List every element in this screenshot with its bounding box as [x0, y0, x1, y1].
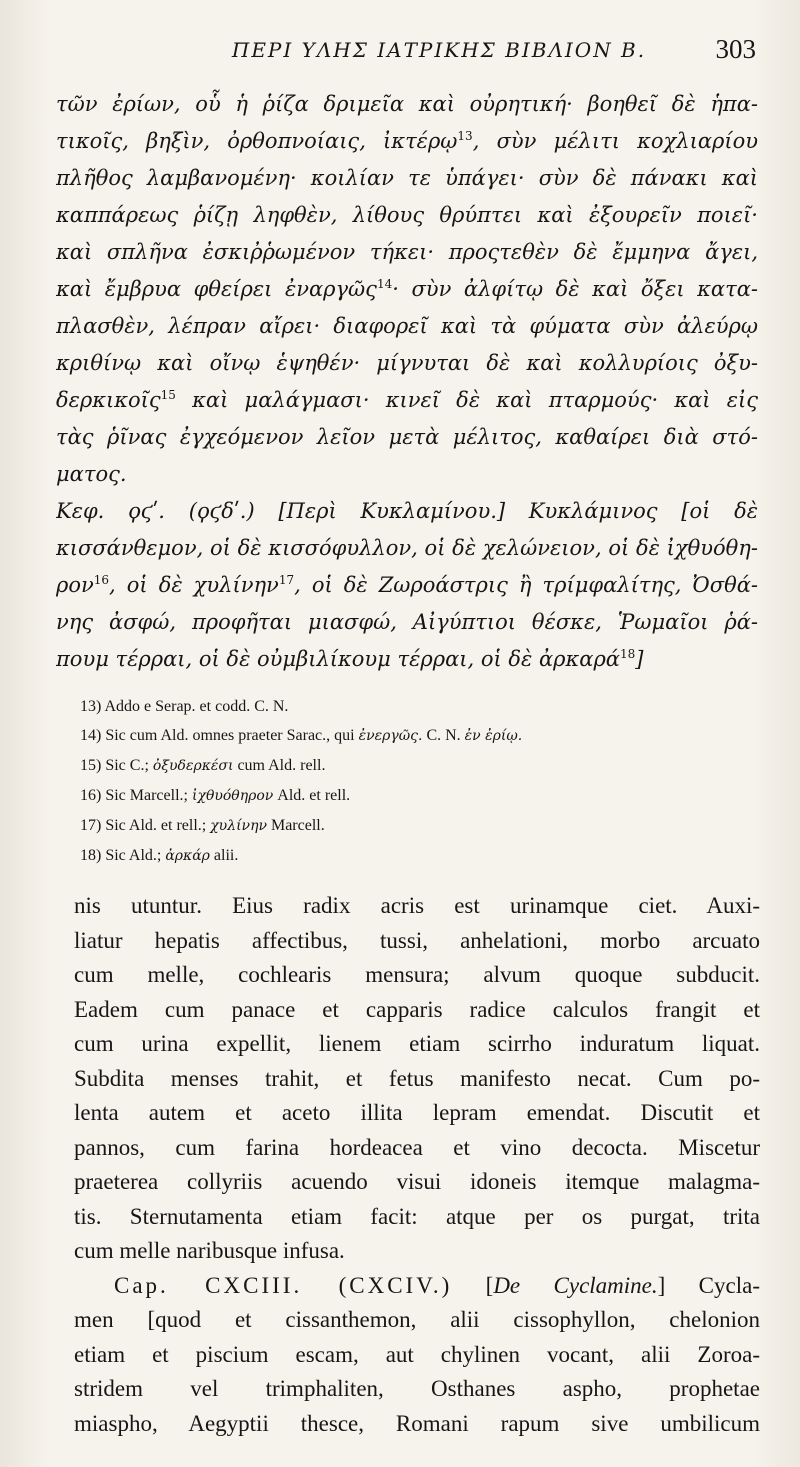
bracket: [: [452, 1272, 494, 1298]
latin-line: cum melle naribusque infusa.: [74, 1238, 345, 1263]
footnote-text: C. N.: [422, 727, 465, 744]
footnote: [80, 692, 762, 721]
greek-text: καππάρεως ῥίζῃ ληφθὲν, λίθους θρύπτει καὶ ἐξουρεῖν ποιεῖ·: [56, 203, 758, 227]
latin-line: tis. Sternutamenta etiam facit: atque per os purgat, trita: [74, 1203, 760, 1229]
footnote-text: 18): [80, 847, 106, 864]
footnote-text: 13): [80, 698, 105, 715]
footnote: [80, 811, 762, 841]
footnote-text: 15): [80, 757, 106, 774]
greek-text: τὰς ῥῖνας ἐγχεόμενον λεῖον μετὰ μέλιτος, καθαίρει διὰ στό-: [56, 425, 758, 449]
greek-text: πλῆθος λαμβανομένη· κοιλίαν τε ὑπάγει· σὺν δὲ πάνακι καὶ: [56, 166, 758, 190]
greek-line: [56, 123, 758, 160]
chapter-number: Cap. CXCIII. (CXCIV.): [114, 1272, 453, 1298]
bracket: ]: [657, 1272, 699, 1298]
greek-text: ματος.: [56, 462, 127, 486]
latin-line: pannos, cum farina hordeacea et vino decocta. Miscetur: [74, 1134, 760, 1160]
latin-line: praeterea collyriis acuendo visui idoneis itemque malagma-: [74, 1169, 760, 1194]
footnote-text: Addo e Serap. et codd. C. N.: [104, 698, 289, 715]
greek-text: τῶν ἐρίων, οὗ ἡ ῥίζα δριμεῖα καὶ οὐρητική· βοηθεῖ δὲ ἡπα-: [56, 92, 758, 116]
greek-text: , οἱ δὲ Ζωροάστρις ἢ τρίμφαλίτης, Ὀσθά-: [294, 573, 758, 597]
greek-text: πουμ τέρραι, οἱ δὲ οὐμβιλίκουμ τέρραι, οἱ δὲ ἀρκαρά: [56, 647, 620, 671]
chapter-title: De Cyclamine.: [493, 1272, 658, 1298]
latin-line: Eadem cum panace et capparis radice calculos frangit et: [74, 996, 760, 1022]
footnote-ref: 17: [278, 573, 295, 587]
footnote-text: alii.: [209, 847, 239, 864]
greek-line: [56, 493, 758, 530]
latin-text: Cycla-: [698, 1272, 760, 1298]
latin-line: stridem vel trimphaliten, Osthanes aspho, prophetae: [74, 1376, 760, 1401]
footnote-text: Sic Ald.;: [105, 847, 166, 864]
footnote-ref: 16: [93, 573, 110, 587]
footnotes: [80, 692, 762, 871]
running-head: [56, 28, 762, 72]
greek-text: πλασθὲν, λέπραν αἴρει· διαφορεῖ καὶ τὰ φύματα σὺν ἀλεύρῳ: [56, 314, 758, 338]
footnote-greek: ἰχθυόθηρον: [191, 788, 274, 804]
greek-line: [56, 641, 758, 678]
footnote-text: cum Ald. rell.: [233, 757, 326, 774]
latin-line: liatur hepatis affectibus, tussi, anhelationi, morbo arcuato: [74, 927, 760, 953]
latin-line: men [quod et cissanthemon, alii cissophyllon, chelonion: [74, 1307, 760, 1332]
footnote-greek: χυλίνην: [210, 818, 267, 834]
greek-line: [56, 604, 758, 641]
greek-text: δερκικοῖς: [56, 388, 161, 412]
chapter-heading-line: [74, 1269, 760, 1304]
greek-line: [56, 345, 758, 382]
greek-text: νης ἀσφώ, προφῆται μιασφώ, Αἰγύπτιοι θέσκε, Ῥωμαῖοι ῥά-: [56, 610, 758, 634]
latin-line: miaspho, Aegyptii thesce, Romani rapum sive umbilicum: [74, 1410, 760, 1436]
greek-text: · σὺν ἀλφίτῳ δὲ καὶ ὄξει κατα-: [392, 277, 758, 301]
footnote-greek: ἀρκάρ: [165, 848, 210, 864]
footnote-ref: 18: [620, 647, 636, 661]
greek-text-block: [56, 86, 762, 678]
greek-line: [56, 160, 758, 197]
page-number: 303: [715, 34, 756, 64]
footnote: [80, 841, 762, 871]
greek-text: , σὺν μέλιτι κοχλιαρίου: [472, 129, 758, 153]
greek-line: [56, 234, 758, 271]
footnote-greek: ἐνεργῶς.: [358, 728, 423, 744]
footnote: [80, 781, 762, 811]
greek-line: [56, 456, 758, 493]
greek-line: [56, 419, 758, 456]
footnote: [80, 721, 762, 751]
latin-line: nis utuntur. Eius radix acris est urinamque ciet. Auxi-: [74, 893, 760, 918]
latin-text-block: [74, 889, 762, 1441]
greek-line: [56, 382, 758, 419]
greek-text: καὶ ἔμβρυα φθείρει ἐναργῶς: [56, 277, 377, 301]
greek-text: καὶ σπλῆνα ἐσκιῤῥωμένον τήκει· προςτεθὲν δὲ ἔμμηνα ἄγει,: [56, 240, 758, 264]
footnote-ref: 13: [457, 129, 473, 143]
footnote-text: Marcell.: [266, 817, 325, 834]
running-title: ΠΕΡΙ ΥΛΗΣ ΙΑΤΡΙΚΗΣ ΒΙΒΛΙΟΝ Β.: [231, 38, 647, 62]
greek-text: τικοῖς, βηξὶν, ὀρθοπνοίαις, ἰκτέρῳ: [56, 129, 458, 153]
footnote-text: Sic Marcell.;: [105, 787, 192, 804]
footnote-ref: 15: [160, 388, 176, 402]
latin-line: lenta autem et aceto illita lepram emendat. Discutit et: [74, 1100, 760, 1125]
greek-text: κριθίνῳ καὶ οἴνῳ ἑψηθέν· μίγνυται δὲ καὶ κολλυρίοις ὀξυ-: [56, 351, 758, 375]
greek-text: ]: [635, 647, 644, 671]
footnote-text: Ald. et rell.: [273, 787, 351, 804]
greek-line: [56, 271, 758, 308]
greek-text: κισσάνθεμον, οἱ δὲ κισσόφυλλον, οἱ δὲ χελώνειον, οἱ δὲ ἰχθυόθη-: [56, 536, 758, 560]
footnote: [80, 751, 762, 781]
latin-line: cum melle, cochlearis mensura; alvum quoque subducit.: [74, 962, 760, 987]
greek-text: ρον: [56, 573, 94, 597]
greek-text: Κεφ. ϙϛʹ. (ϙϛδʹ.) [Περὶ Κυκλαμίνου.] Κυκλάμινος [οἱ δὲ: [56, 499, 758, 523]
greek-text: καὶ μαλάγμασι· κινεῖ δὲ καὶ πταρμούς· καὶ εἰς: [175, 388, 758, 412]
footnote-text: 14): [80, 727, 106, 744]
footnote-text: Sic Ald. et rell.;: [105, 817, 211, 834]
greek-line: [56, 86, 758, 123]
footnote-ref: 14: [376, 277, 393, 291]
footnote-greek: ὀξυδερκέσι: [152, 758, 234, 774]
greek-text: , οἱ δὲ χυλίνην: [109, 573, 279, 597]
latin-line: etiam et piscium escam, aut chylinen vocant, alii Zoroa-: [74, 1341, 760, 1367]
greek-line: [56, 567, 758, 604]
greek-line: [56, 197, 758, 234]
footnote-text: Sic cum Ald. omnes praeter Sarac., qui: [105, 727, 359, 744]
footnote-text: Sic C.;: [105, 757, 153, 774]
latin-line: cum urina expellit, lienem etiam scirrho induratum liquat.: [74, 1031, 760, 1056]
footnote-greek: ἐν ἐρίῳ.: [464, 728, 523, 744]
footnote-text: 16): [80, 787, 106, 804]
latin-line: Subdita menses trahit, et fetus manifesto necat. Cum po-: [74, 1065, 760, 1091]
footnote-text: 17): [80, 817, 106, 834]
greek-line: [56, 530, 758, 567]
greek-line: [56, 308, 758, 345]
